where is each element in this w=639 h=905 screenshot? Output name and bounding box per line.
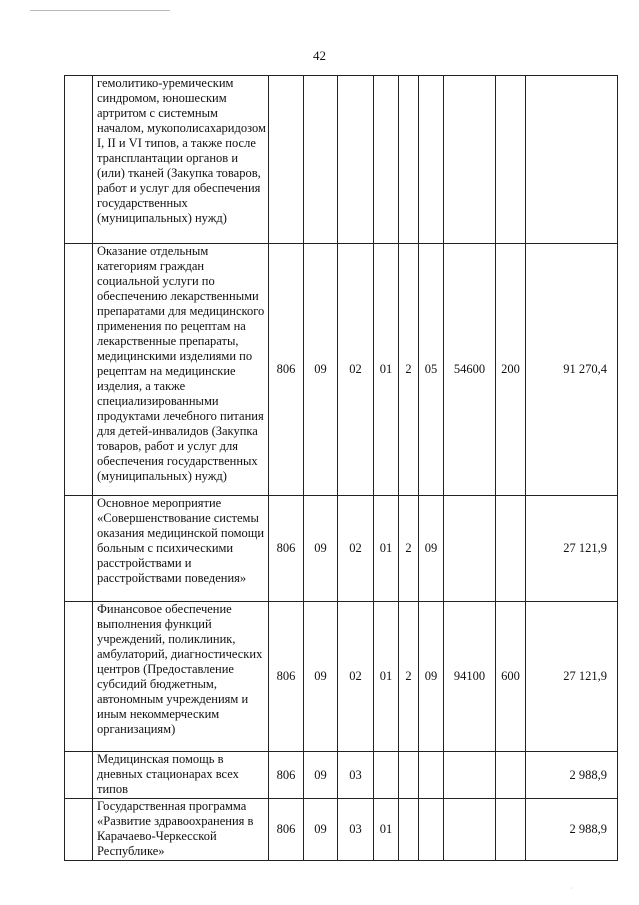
- section-cell: [304, 76, 338, 244]
- subsection-cell: 03: [338, 799, 374, 861]
- row-number-cell: [65, 602, 93, 752]
- description-cell: Финансовое обеспечение выполнения функций учреждений, поликлиник, амбулаторий, диагностических центров (Предоставление субсидий бюджетным, автономным учреждениям и иным некоммерческим организациям): [93, 602, 269, 752]
- main-event-cell: 09: [419, 602, 444, 752]
- section-cell: 09: [304, 752, 338, 799]
- expense-type-cell: 600: [496, 602, 526, 752]
- description-cell: Основное мероприятие «Совершенствование системы оказания медицинской помощи больным с психическими расстройствами и расстройствами поведения»: [93, 496, 269, 602]
- section-cell: 09: [304, 799, 338, 861]
- row-number-cell: [65, 496, 93, 602]
- row-number-cell: [65, 244, 93, 496]
- subsection-cell: 02: [338, 244, 374, 496]
- subprogram-cell: [399, 799, 419, 861]
- top-rule: [30, 10, 170, 11]
- table-row: [65, 244, 618, 496]
- table-row: [65, 752, 618, 799]
- ministry-cell: 806: [269, 496, 304, 602]
- ministry-cell: 806: [269, 752, 304, 799]
- section-cell: 09: [304, 602, 338, 752]
- description-cell: Оказание отдельным категориям граждан социальной услуги по обеспечению лекарственными препаратами для медицинского применения по рецептам на лекарственные препараты, медицинскими изделиями по рецептам на медицинские изделия, а также специализированными продуктами лечебного питания для детей-инвалидов (Закупка товаров, работ и услуг для обеспечения государственных (муниципальных) нужд): [93, 244, 269, 496]
- expense-type-cell: [496, 76, 526, 244]
- table-row: [65, 602, 618, 752]
- ministry-cell: 806: [269, 244, 304, 496]
- program-cell: 01: [374, 799, 399, 861]
- subprogram-cell: 2: [399, 602, 419, 752]
- subsection-cell: 03: [338, 752, 374, 799]
- row-number-cell: [65, 799, 93, 861]
- table-row: [65, 799, 618, 861]
- subprogram-cell: 2: [399, 244, 419, 496]
- direction-cell: 94100: [444, 602, 496, 752]
- subprogram-cell: 2: [399, 496, 419, 602]
- expense-type-cell: [496, 752, 526, 799]
- program-cell: 01: [374, 602, 399, 752]
- ministry-cell: 806: [269, 799, 304, 861]
- amount-cell: [526, 76, 618, 244]
- ministry-cell: [269, 76, 304, 244]
- expense-type-cell: [496, 799, 526, 861]
- section-cell: 09: [304, 244, 338, 496]
- direction-cell: 54600: [444, 244, 496, 496]
- amount-cell: 27 121,9: [526, 496, 618, 602]
- section-cell: 09: [304, 496, 338, 602]
- subsection-cell: 02: [338, 602, 374, 752]
- subsection-cell: [338, 76, 374, 244]
- direction-cell: [444, 752, 496, 799]
- main-event-cell: [419, 799, 444, 861]
- main-event-cell: 05: [419, 244, 444, 496]
- expense-type-cell: [496, 496, 526, 602]
- row-number-cell: [65, 76, 93, 244]
- direction-cell: [444, 799, 496, 861]
- ministry-cell: 806: [269, 602, 304, 752]
- table-row: [65, 496, 618, 602]
- amount-cell: 91 270,4: [526, 244, 618, 496]
- amount-cell: 2 988,9: [526, 799, 618, 861]
- direction-cell: [444, 76, 496, 244]
- description-cell: гемолитико-уремическим синдромом, юношеским артритом с системным началом, мукополисахаридозом I, II и VI типов, а также после трансплантации органов и (или) тканей (Закупка товаров, работ и услуг для обеспечения государственных (муниципальных) нужд): [93, 76, 269, 244]
- page-number: 42: [313, 48, 326, 63]
- program-cell: [374, 752, 399, 799]
- row-number-cell: [65, 752, 93, 799]
- main-event-cell: [419, 752, 444, 799]
- amount-cell: 27 121,9: [526, 602, 618, 752]
- description-cell: Медицинская помощь в дневных стационарах всех типов: [93, 752, 269, 799]
- subprogram-cell: [399, 76, 419, 244]
- program-cell: 01: [374, 496, 399, 602]
- main-event-cell: 09: [419, 496, 444, 602]
- scan-mark: ·: [570, 884, 573, 893]
- budget-table: [64, 75, 618, 861]
- amount-cell: 2 988,9: [526, 752, 618, 799]
- direction-cell: [444, 496, 496, 602]
- program-cell: [374, 76, 399, 244]
- program-cell: 01: [374, 244, 399, 496]
- description-cell: Государственная программа «Развитие здравоохранения в Карачаево-Черкесской Республике»: [93, 799, 269, 861]
- expense-type-cell: 200: [496, 244, 526, 496]
- table-row: [65, 76, 618, 244]
- subsection-cell: 02: [338, 496, 374, 602]
- main-event-cell: [419, 76, 444, 244]
- subprogram-cell: [399, 752, 419, 799]
